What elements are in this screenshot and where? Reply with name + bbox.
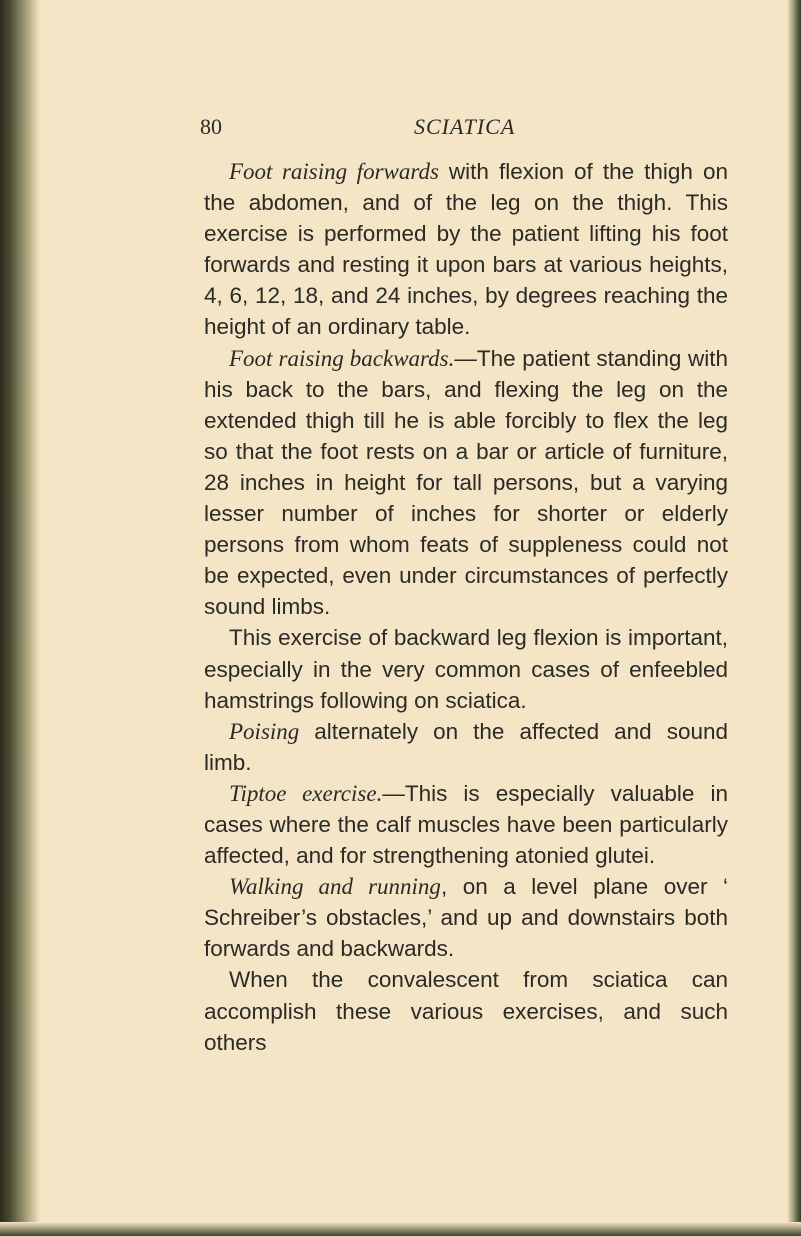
paragraph-tiptoe-exercise xyxy=(204,778,728,871)
paragraph-lead: Foot raising forwards xyxy=(229,159,439,184)
paragraph-text: —This is especially valuable in cases where the calf muscles have been particularly affected, and for strengthening atonied glutei. xyxy=(204,780,729,869)
paragraph-walking-running xyxy=(204,871,728,964)
body-text xyxy=(204,156,728,1058)
page-number: 80 xyxy=(200,114,222,139)
paragraph-foot-raising-forwards xyxy=(204,156,728,343)
paragraph-text: alternately on the affected and sound limb. xyxy=(204,718,728,775)
book-spine-shadow xyxy=(0,0,40,1236)
paragraph-lead: Walking and running xyxy=(229,874,441,900)
paragraph-poising xyxy=(204,716,728,778)
paragraph-text: —The patient standing with his back to the bars, and flexing the leg on the extended thigh till he is able forcibly to flex the leg so that the foot rests on a bar or article of furniture, 28 inches in height for tall persons, but a varying lesser number of inches for shorter or elderly persons from whom feats of suppleness could not be expected, even under circumstances of perfectly sound limbs. xyxy=(204,345,728,620)
paragraph-lead: Tiptoe exercise. xyxy=(229,780,383,806)
paragraph-text: with flexion of the thigh on the abdomen, and of the leg on the thigh. This exercise is performed by the patient lifting his foot forwards and resting it upon bars at various heights, 4, 6, 12, 18, and 24 inches, by degrees reaching the height of an ordinary table. xyxy=(204,159,728,340)
paragraph-lead: Poising xyxy=(229,718,300,744)
running-head xyxy=(200,114,600,144)
running-title: SCIATICA xyxy=(414,114,516,139)
paragraph-text: This exercise of backward leg flexion is important, especially in the very common cases of enfeebled hamstrings following on sciatica. xyxy=(204,625,728,713)
paragraph-text: When the convalescent from sciatica can accomplish these various exercises, and such others xyxy=(204,967,728,1055)
paragraph-text: , on a level plane over ‘ Schreiber’s obstacles,’ and up and downstairs both forwards and backwards. xyxy=(204,874,728,962)
page-bottom-edge xyxy=(0,1222,801,1236)
paragraph-foot-raising-backwards xyxy=(204,343,728,623)
paragraph-convalescent xyxy=(204,964,728,1057)
paragraph-backward-flexion xyxy=(204,622,728,715)
page-edge-shadow xyxy=(787,0,801,1236)
paragraph-lead: Foot raising backwards. xyxy=(229,345,455,371)
